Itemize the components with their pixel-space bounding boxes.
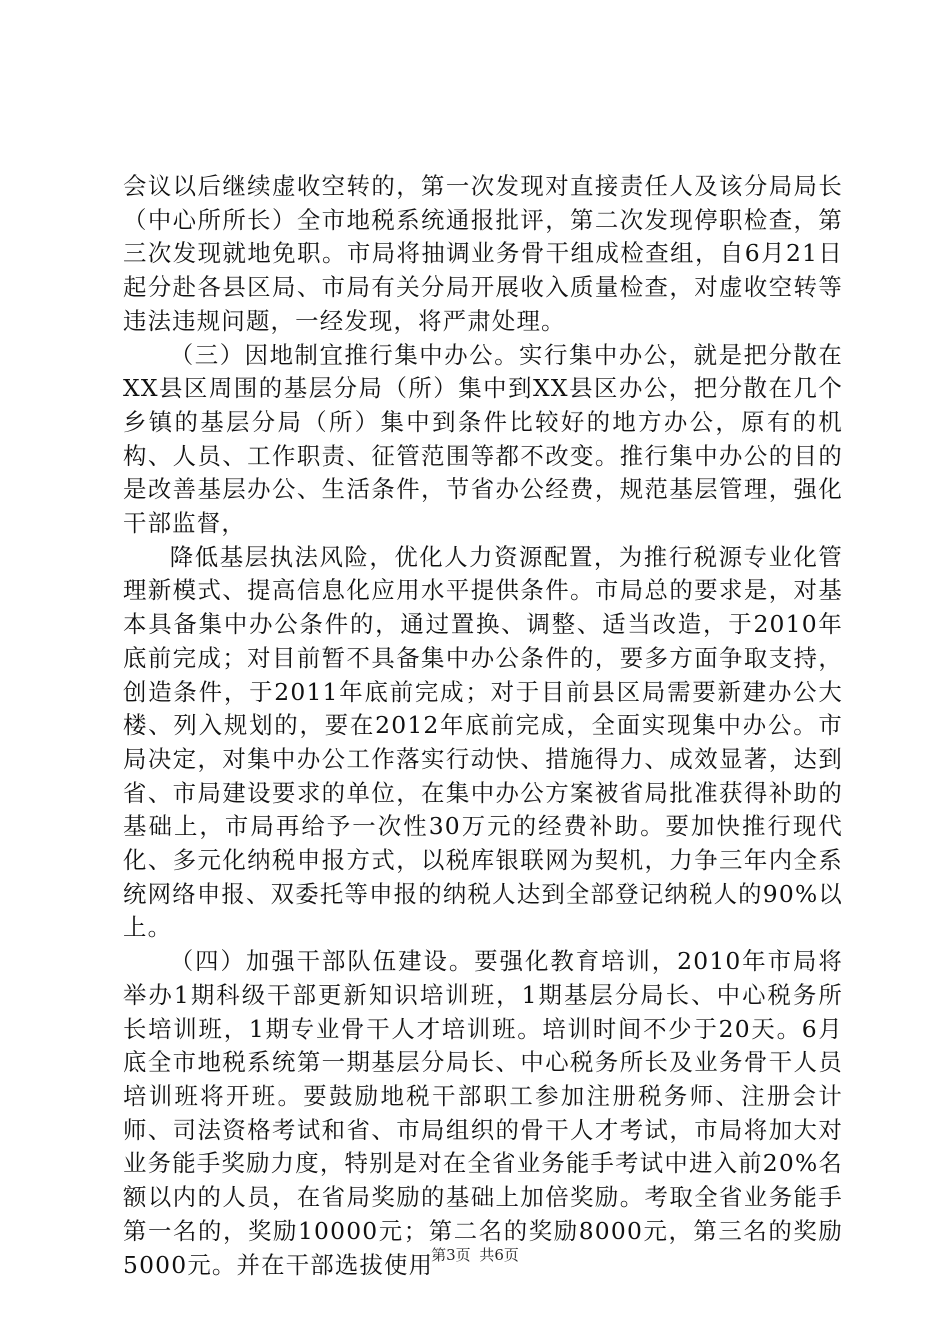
page-number: 第3页 [431,1246,471,1264]
paragraph-1: 会议以后继续虚收空转的，第一次发现对直接责任人及该分局局长（中心所所长）全市地税系统通报批评，第二次发现停职检查，第三次发现就地免职。市局将抽调业务骨干组成检查组，自6月21日起分赴各县区局、市局有关分局开展收入质量检查，对虚收空转等违法违规问题，一经发现，将严肃处理。 [123,172,843,335]
paragraph-2: （三）因地制宜推行集中办公。实行集中办公，就是把分散在XX县区周围的基层分局（所）集中到XX县区办公，把分散在几个乡镇的基层分局（所）集中到条件比较好的地方办公，原有的机构、人员、工作职责、征管范围等都不改变。推行集中办公的目的是改善基层办公、生活条件，节省办公经费，规范基层管理，强化干部监督， [123,340,843,538]
document-body [123,170,843,1282]
total-pages: 共6页 [479,1246,519,1264]
paragraph-4: （四）加强干部队伍建设。要强化教育培训，2010年市局将举办1期科级干部更新知识培训班，1期基层分局长、中心税务所长培训班，1期专业骨干人才培训班。培训时间不少于20天。6月底全市地税系统第一期基层分局长、中心税务所长及业务骨干人员培训班将开班。要鼓励地税干部职工参加注册税务师、注册会计师、司法资格考试和省、市局组织的骨干人才考试，市局将加大对业务能手奖励力度，特别是对在全省业务能手考试中进入前20%名额以内的人员，在省局奖励的基础上加倍奖励。考取全省业务能手第一名的，奖励10000元；第二名的奖励8000元，第三名的奖励5000元。并在干部选拔使用 [123,947,843,1279]
page-footer [0,1245,950,1265]
paragraph-3: 降低基层执法风险，优化人力资源配置，为推行税源专业化管理新模式、提高信息化应用水平提供条件。市局总的要求是，对基本具备集中办公条件的，通过置换、调整、适当改造，于2010年底前完成；对目前暂不具备集中办公条件的，要多方面争取支持，创造条件，于2011年底前完成；对于目前县区局需要新建办公大楼、列入规划的，要在2012年底前完成，全面实现集中办公。市局决定，对集中办公工作落实行动快、措施得力、成效显著，达到省、市局建设要求的单位，在集中办公方案被省局批准获得补助的基础上，市局再给予一次性30万元的经费补助。要加快推行现代化、多元化纳税申报方式，以税库银联网为契机，力争三年内全系统网络申报、双委托等申报的纳税人达到全部登记纳税人的90%以上。 [123,542,843,942]
